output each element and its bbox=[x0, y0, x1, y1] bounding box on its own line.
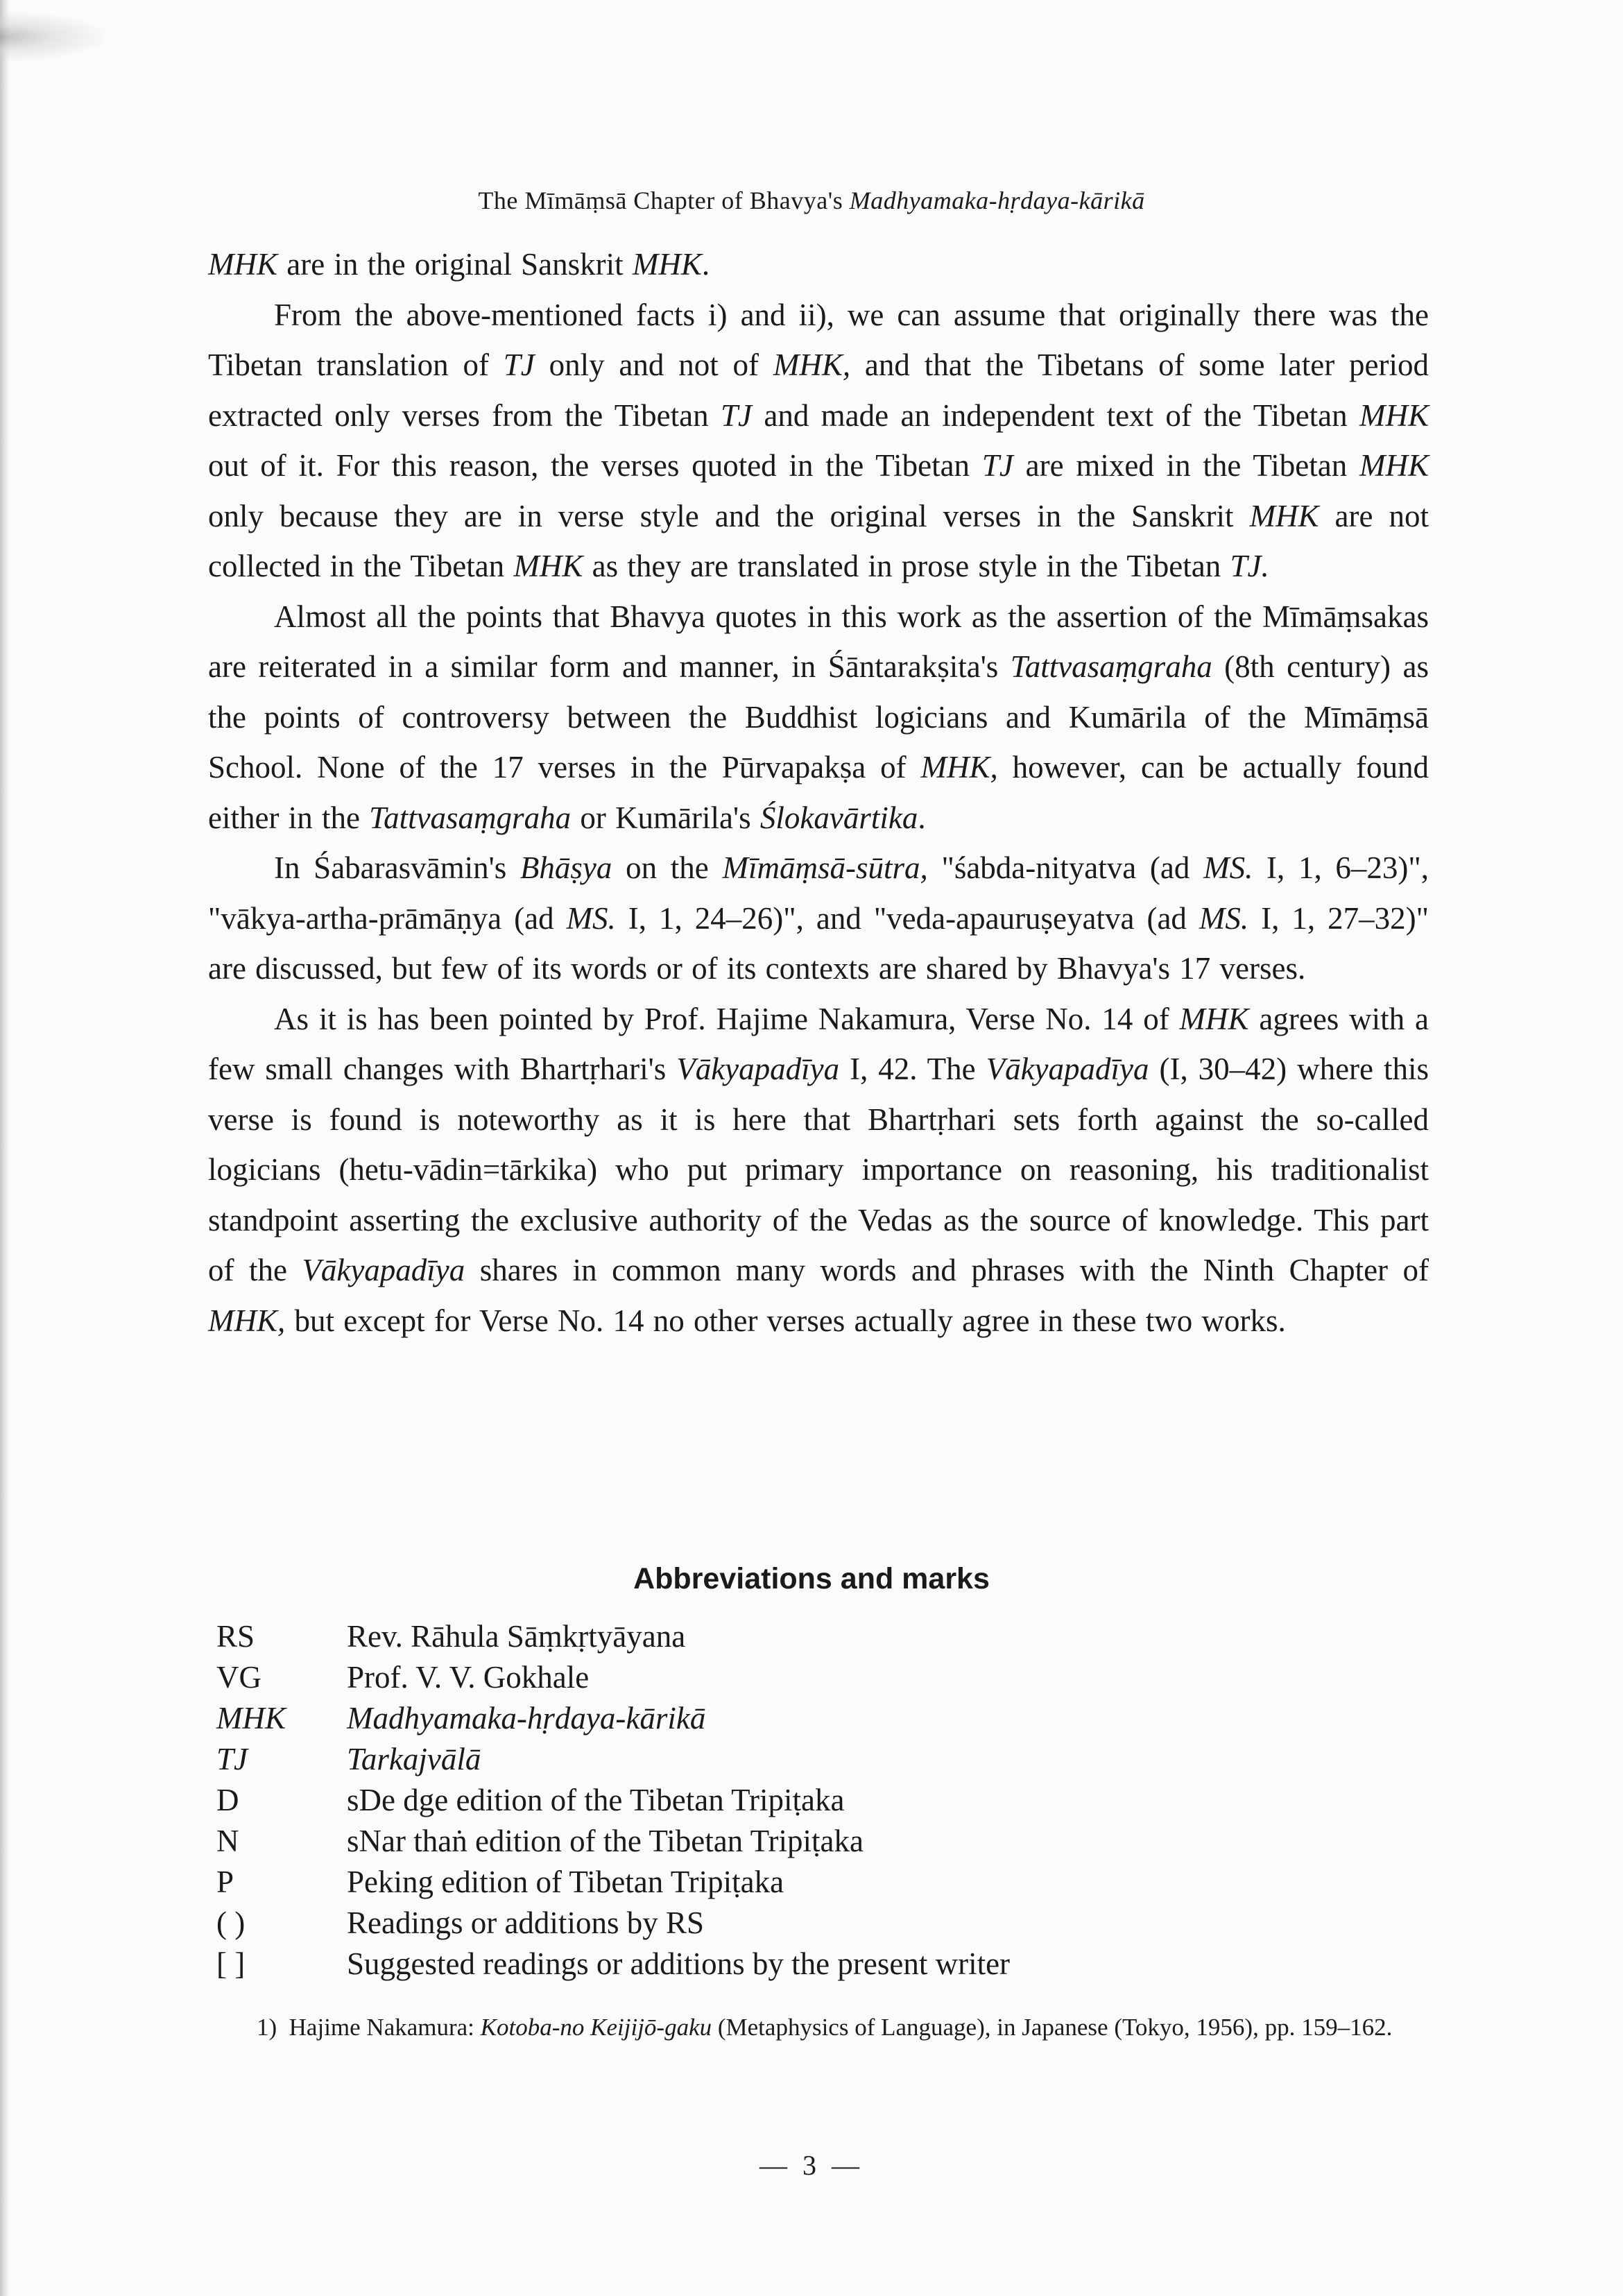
abbreviation-value: Madhyamaka-hṛdaya-kārikā bbox=[347, 1701, 706, 1736]
abbreviation-value: sDe dge edition of the Tibetan Tripiṭaka bbox=[347, 1783, 845, 1817]
text-run: (8th century) as the points of controversy between the Buddhist logicians and Kumārila of the Mīmāṃsā School. None of the 17 verses in the Pūrvapakṣa of bbox=[208, 649, 1429, 785]
abbreviations-heading: Abbreviations and marks bbox=[633, 1562, 990, 1595]
running-head-title: Madhyamaka-hṛdaya-kārikā bbox=[849, 187, 1145, 214]
running-head bbox=[0, 186, 1623, 215]
text-run: however, can be actually found either in the bbox=[208, 750, 1429, 835]
text-run: I, 1, 27–32)" are discussed, but few of its words or of its contexts are shared by Bhavya's 17 verses. bbox=[208, 900, 1429, 986]
abbreviation-value: Readings or additions by RS bbox=[347, 1905, 704, 1940]
abbreviation-row bbox=[216, 1698, 1437, 1739]
text-run: out of it. For this reason, the verses quoted in the Tibetan bbox=[208, 448, 982, 483]
main-text bbox=[208, 239, 1429, 1346]
text-italic: MHK, bbox=[773, 348, 851, 382]
text-italic: MS. bbox=[1203, 850, 1253, 885]
text-italic: Vākyapadīya bbox=[986, 1052, 1149, 1086]
text-run: and made an independent text of the Tibetan bbox=[751, 397, 1359, 433]
abbreviation-row bbox=[216, 1944, 1437, 1985]
footnote-author: Hajime Nakamura: bbox=[289, 2014, 481, 2041]
abbreviation-row bbox=[216, 1903, 1437, 1944]
text-italic: Mīmāṃsā-sūtra, bbox=[722, 850, 928, 885]
text-run: . bbox=[701, 247, 710, 282]
abbreviation-value: Tarkajvālā bbox=[347, 1742, 481, 1776]
footnote-title: Kotoba-no Keijijō-gaku bbox=[480, 2014, 712, 2041]
abbreviation-value: Suggested readings or additions by the present writer bbox=[347, 1946, 1011, 1981]
text-run: I, 42. The bbox=[839, 1052, 986, 1086]
abbreviation-key: N bbox=[216, 1824, 239, 1858]
text-italic: TJ. bbox=[1230, 549, 1269, 583]
text-italic: MHK bbox=[1359, 397, 1429, 433]
text-run: I, 1, 24–26)", and "veda-apauruṣeyatva (ad bbox=[615, 900, 1199, 936]
paragraph-2 bbox=[208, 290, 1429, 592]
abbreviation-key: VG bbox=[216, 1660, 261, 1695]
text-run: but except for Verse No. 14 no other verses actually agree in these two works. bbox=[285, 1303, 1286, 1338]
text-italic: TJ bbox=[981, 448, 1013, 483]
abbreviation-value: Prof. V. V. Gokhale bbox=[347, 1660, 590, 1695]
text-run: or Kumārila's bbox=[571, 800, 760, 835]
text-run: are in the original Sanskrit bbox=[277, 247, 633, 282]
text-italic: MS. bbox=[1199, 900, 1249, 936]
text-run: shares in common many words and phrases with the Ninth Chapter of bbox=[465, 1253, 1429, 1287]
text-run: "śabda-nityatva (ad bbox=[927, 850, 1204, 885]
paragraph-3 bbox=[208, 592, 1429, 843]
text-italic: Tattvasaṃgraha bbox=[369, 800, 572, 835]
scan-corner-mark bbox=[0, 12, 104, 61]
text-run: on the bbox=[612, 850, 723, 885]
text-italic: TJ bbox=[503, 348, 535, 382]
text-italic: Tattvasaṃgraha bbox=[1010, 649, 1212, 684]
text-run: are not collected in the Tibetan bbox=[208, 498, 1429, 583]
text-run: and that the Tibetans of some later period extracted only verses from the Tibetan bbox=[208, 348, 1429, 433]
abbreviation-row bbox=[216, 1739, 1437, 1780]
abbreviation-key: [ ] bbox=[216, 1946, 246, 1981]
abbreviation-row bbox=[216, 1862, 1437, 1903]
text-italic: MHK, bbox=[208, 1303, 286, 1338]
text-italic: Vākyapadīya bbox=[302, 1253, 465, 1287]
text-run: only because they are in verse style and the original verses in the Sanskrit bbox=[208, 498, 1250, 533]
abbreviations-list bbox=[216, 1616, 1437, 1985]
footnote-rest: (Metaphysics of Language), in Japanese (Tokyo, 1956), pp. 159–162. bbox=[712, 2014, 1393, 2041]
text-italic: MHK bbox=[1179, 1001, 1249, 1036]
text-run: I, 1, 6–23)", "vākya-artha-prāmāṇya (ad bbox=[208, 850, 1429, 936]
paragraph-1 bbox=[208, 239, 1429, 290]
abbreviation-value: Rev. Rāhula Sāṃkṛtyāyana bbox=[347, 1619, 686, 1654]
abbreviation-key: RS bbox=[216, 1619, 255, 1654]
text-italic: Ślokavārtika bbox=[759, 800, 918, 835]
text-italic: MHK bbox=[1359, 448, 1429, 483]
text-run: agrees with a few small changes with Bhartṛhari's bbox=[208, 1001, 1429, 1086]
abbreviation-key: D bbox=[216, 1783, 239, 1817]
abbreviation-row bbox=[216, 1780, 1437, 1821]
text-italic: TJ bbox=[720, 397, 752, 433]
abbreviation-key: P bbox=[216, 1865, 234, 1899]
text-run: . bbox=[918, 800, 926, 835]
text-italic: Vākyapadīya bbox=[676, 1052, 840, 1086]
footnote bbox=[215, 2010, 1430, 2045]
text-run: In Śabarasvāmin's bbox=[274, 850, 520, 885]
text-italic: MHK bbox=[208, 247, 277, 282]
text-italic: MHK bbox=[632, 247, 702, 282]
paragraph-4 bbox=[208, 843, 1429, 994]
abbreviation-value: Peking edition of Tibetan Tripiṭaka bbox=[347, 1865, 784, 1899]
text-run: are mixed in the Tibetan bbox=[1013, 448, 1359, 483]
abbreviation-row bbox=[216, 1657, 1437, 1698]
text-run: (I, 30–42) where this verse is found is noteworthy as it is here that Bhartṛhari sets forth against the so-called logicians (hetu-vādin=tārkika) who put primary importance on reasoning, his traditionalist standpoint asserting the exclusive authority of the Vedas as the source of knowledge. This part of the bbox=[208, 1052, 1429, 1287]
abbreviation-key: ( ) bbox=[216, 1905, 246, 1940]
abbreviation-row bbox=[216, 1821, 1437, 1862]
text-run: as they are translated in prose style in the Tibetan bbox=[583, 549, 1230, 583]
text-italic: MHK bbox=[1249, 498, 1319, 533]
text-run: only and not of bbox=[534, 348, 773, 382]
abbreviation-value: sNar thaṅ edition of the Tibetan Tripiṭaka bbox=[347, 1824, 864, 1858]
paragraph-5 bbox=[208, 994, 1429, 1346]
text-italic: Bhāṣya bbox=[519, 850, 612, 885]
abbreviation-row bbox=[216, 1616, 1437, 1657]
abbreviation-key: TJ bbox=[216, 1742, 248, 1776]
text-italic: MHK, bbox=[920, 750, 998, 785]
page-number: — 3 — bbox=[759, 2150, 864, 2181]
text-run: Almost all the points that Bhavya quotes in this work as the assertion of the Mīmāṃsakas are reiterated in a similar form and manner, in Śāntarakṣita's bbox=[208, 599, 1429, 684]
scan-spine-shadow bbox=[0, 0, 10, 2296]
text-italic: MHK bbox=[513, 549, 583, 583]
footnote-marker: 1) bbox=[257, 2014, 277, 2041]
text-italic: MS. bbox=[566, 900, 616, 936]
text-run: From the above-mentioned facts i) and ii), we can assume that originally there was the Tibetan translation of bbox=[208, 297, 1429, 382]
text-run: As it is has been pointed by Prof. Hajime Nakamura, Verse No. 14 of bbox=[274, 1001, 1180, 1036]
abbreviation-key: MHK bbox=[216, 1701, 286, 1736]
running-head-prefix: The Mīmāṃsā Chapter of Bhavya's bbox=[478, 187, 850, 214]
